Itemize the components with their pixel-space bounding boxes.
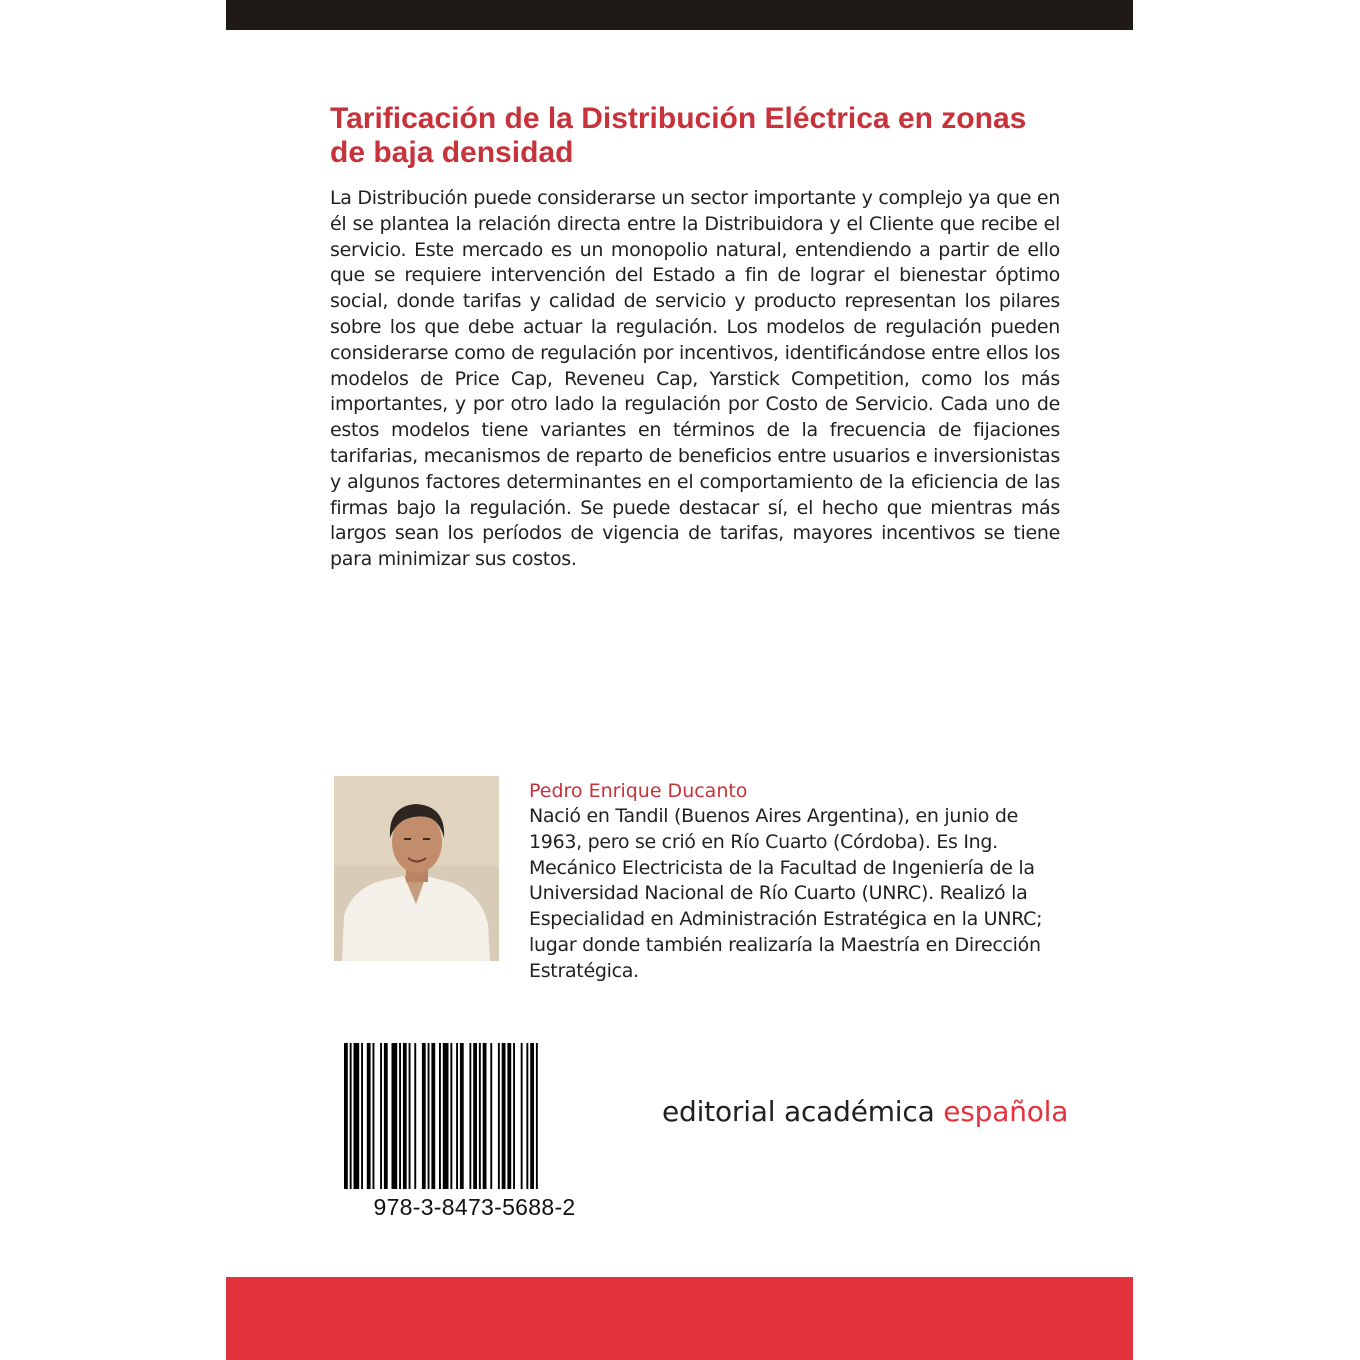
book-title: Tarificación de la Distribución Eléctrica en zonas de baja densidad <box>330 102 1027 169</box>
barcode-bar <box>521 1043 523 1189</box>
barcode-bar <box>450 1043 452 1189</box>
barcode-bar <box>473 1043 477 1189</box>
barcode-bar <box>344 1043 348 1189</box>
barcode-bar <box>399 1043 401 1189</box>
barcode-bar <box>530 1043 534 1189</box>
barcode-bar <box>507 1043 511 1189</box>
barcode-bar <box>526 1043 528 1189</box>
barcode-bar <box>361 1043 363 1189</box>
author-photo <box>334 776 499 961</box>
barcode-bar <box>469 1043 471 1189</box>
author-bio: Nació en Tandil (Buenos Aires Argentina), en junio de 1963, pero se crió en Río Cuarto (Córdoba). Es Ing. Mecánico Electricista de la Facultad de Ingeniería de la Universidad Nacional de Río Cuarto (UNRC). Realizó la Especialidad en Administración Estratégica en la UNRC; lugar donde también realizaría la Maestría en Dirección Estratégica. <box>529 805 1043 982</box>
barcode-bar <box>373 1043 375 1189</box>
isbn-number: 978-3-8473-5688-2 <box>373 1194 576 1220</box>
barcode-bar <box>392 1043 398 1189</box>
barcode-bar <box>443 1043 449 1189</box>
barcode-bar <box>428 1043 430 1189</box>
barcode-bar <box>403 1043 407 1189</box>
barcode-bar <box>460 1043 464 1189</box>
barcode-bar <box>498 1043 500 1189</box>
barcode-bar <box>490 1043 492 1189</box>
publisher-name-accent: española <box>943 1095 1069 1128</box>
barcode-bar <box>409 1043 411 1189</box>
isbn-barcode <box>341 1043 608 1189</box>
author-name: Pedro Enrique Ducanto <box>529 780 748 802</box>
barcode-bar <box>513 1043 515 1189</box>
top-band <box>226 0 1133 30</box>
barcode-bar <box>384 1043 388 1189</box>
barcode-bar <box>479 1043 481 1189</box>
barcode-bar <box>502 1043 506 1189</box>
publisher-logo <box>662 1095 1068 1128</box>
barcode-bar <box>380 1043 382 1189</box>
barcode-bar <box>483 1043 487 1189</box>
barcode-bar <box>350 1043 352 1189</box>
barcode-bar <box>431 1043 435 1189</box>
barcode-bar <box>414 1043 416 1189</box>
barcode-bar <box>439 1043 441 1189</box>
barcode-bar <box>367 1043 371 1189</box>
book-blurb: La Distribución puede considerarse un sector importante y complejo ya que en él se plantea la relación directa entre la Distribuidora y el Cliente que recibe el servicio. Este mercado es un monopolio natural, entendiendo a partir de ello que se requiere intervención del Estado a fin de lograr el bienestar óptimo social, donde tarifas y calidad de servicio y producto representan los pilares sobre los que debe actuar la regulación. Los modelos de regulación pueden considerarse como de regulación por incentivos, identificándose entre ellos los modelos de Price Cap, Reveneu Cap, Yarstick Competition, como los más importantes, y por otro lado la regulación por Costo de Servicio. Cada uno de estos modelos tiene variantes en términos de la frecuencia de fijaciones tarifarias, mecanismos de reparto de beneficios entre usuarios e inversionistas y algunos factores determinantes en el comportamiento de la eficiencia de las firmas bajo la regulación. Se puede destacar sí, el hecho que mientras más largos sean los períodos de vigencia de tarifas, mayores incentivos se tiene para minimizar sus costos. <box>330 187 1060 571</box>
barcode-bar <box>456 1043 458 1189</box>
barcode-bar <box>422 1043 426 1189</box>
barcode-bar <box>354 1043 360 1189</box>
barcode-bar <box>536 1043 538 1189</box>
bottom-band <box>226 1277 1133 1360</box>
publisher-name: editorial académica <box>662 1095 944 1128</box>
